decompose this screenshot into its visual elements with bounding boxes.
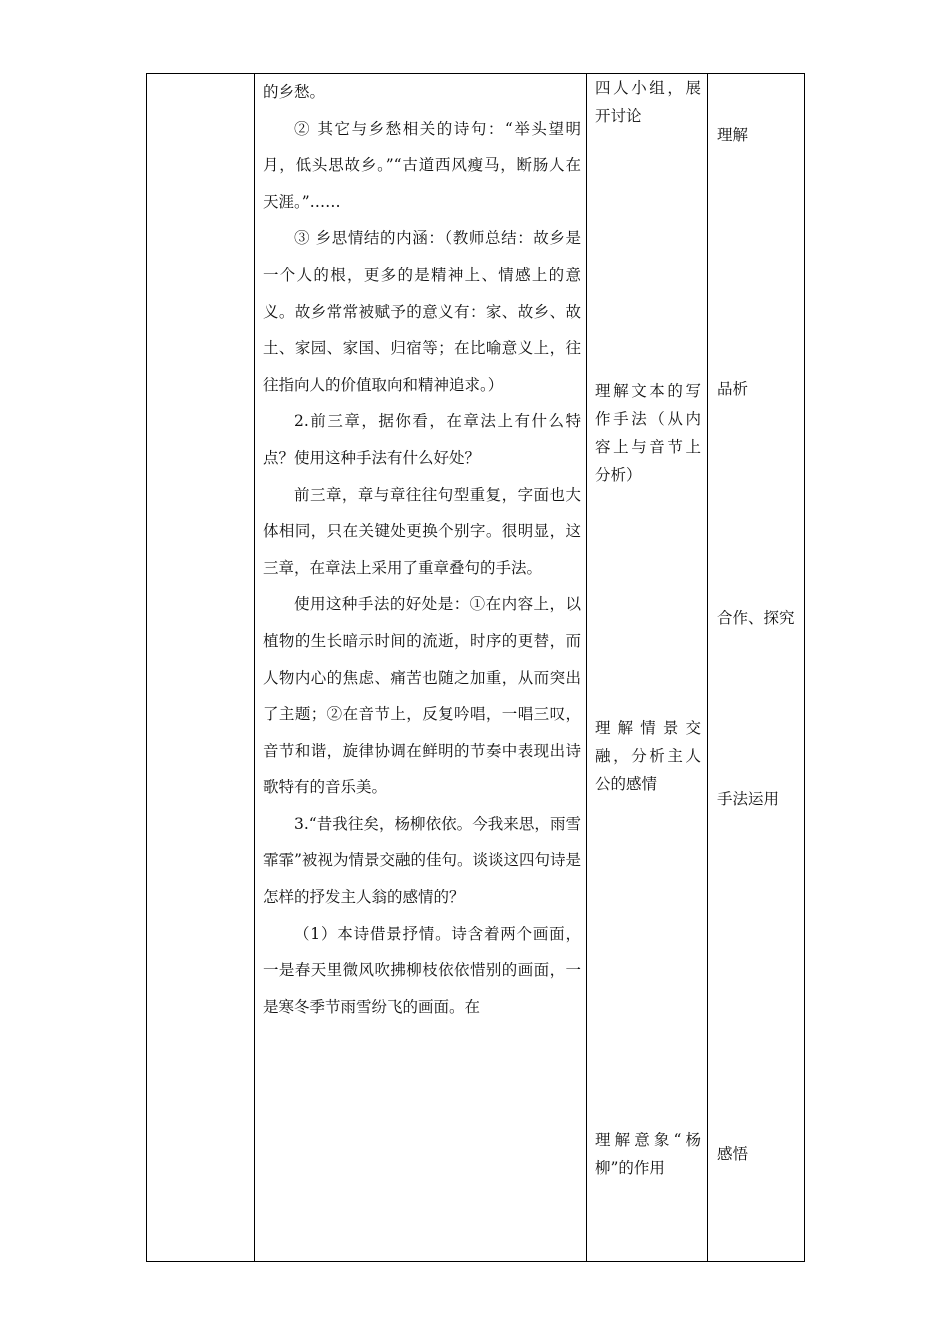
student-activity-cell (595, 1126, 701, 1182)
content-paragraph: 前三章，章与章往往句型重复，字面也大体相同，只在关键处更换个别字。很明显，这三章，在章法上采用了重章叠句的手法。 (263, 485, 581, 577)
content-paragraph: 3.“昔我往矣，杨柳依依。今我来思，雨雪霏霏”被视为情景交融的佳句。谈谈这四句诗是怎样的抒发主人翁的感情的？ (263, 814, 581, 907)
column-divider (586, 74, 587, 1261)
lesson-table (146, 73, 805, 1262)
column-divider (707, 74, 708, 1261)
student-activity-cell (595, 74, 701, 130)
design-intent-text: 合作、探究 (717, 609, 795, 627)
content-paragraph: ③ 乡思情结的内涵：（教师总结：故乡是一个人的根，更多的是精神上、情感上的意义。故乡常常被赋予的意义有：家、故乡、故土、家园、家国、归宿等；在比喻意义上，往往指向人的价值取向和精神追求。） (263, 229, 581, 394)
content-paragraph: 的乡愁。 (263, 83, 326, 101)
design-intent-cell (717, 1140, 801, 1168)
column-divider (254, 74, 255, 1261)
content-paragraph: （1）本诗借景抒情。诗含着两个画面，一是春天里微风吹拂柳枝依依惜别的画面，一是寒冬季节雨雪纷飞的画面。在 (263, 924, 581, 1016)
content-paragraph: 2.前三章，据你看，在章法上有什么特点？使用这种手法有什么好处？ (263, 412, 581, 467)
student-activity-cell (595, 714, 701, 798)
design-intent-cell (717, 121, 801, 149)
content-paragraph: 使用这种手法的好处是：①在内容上，以植物的生长暗示时间的流逝，时序的更替，而人物内心的焦虑、痛苦也随之加重，从而突出了主题；②在音节上，反复吟唱，一唱三叹，音节和谐，旋律协调在鲜明的节奏中表现出诗歌特有的音乐美。 (263, 595, 581, 797)
design-intent-cell (717, 375, 801, 403)
student-activity-text: 四人小组，展开讨论 (595, 79, 701, 125)
teaching-content-column (263, 74, 581, 1025)
design-intent-cell (717, 785, 801, 813)
design-intent-cell (717, 604, 801, 632)
student-activity-cell (595, 377, 701, 489)
design-intent-text: 品析 (717, 380, 749, 398)
student-activity-text: 理解意象“杨柳”的作用 (595, 1131, 701, 1177)
design-intent-text: 感悟 (717, 1145, 749, 1163)
content-paragraph: ② 其它与乡愁相关的诗句：“举头望明月，低头思故乡。”“古道西风瘦马，断肠人在天涯。”…… (263, 119, 581, 211)
design-intent-text: 手法运用 (717, 790, 780, 808)
design-intent-text: 理解 (717, 126, 749, 144)
student-activity-text: 理解文本的写作手法（从内容上与音节上分析） (595, 382, 701, 484)
student-activity-text: 理解情景交融，分析主人公的感情 (595, 719, 701, 793)
